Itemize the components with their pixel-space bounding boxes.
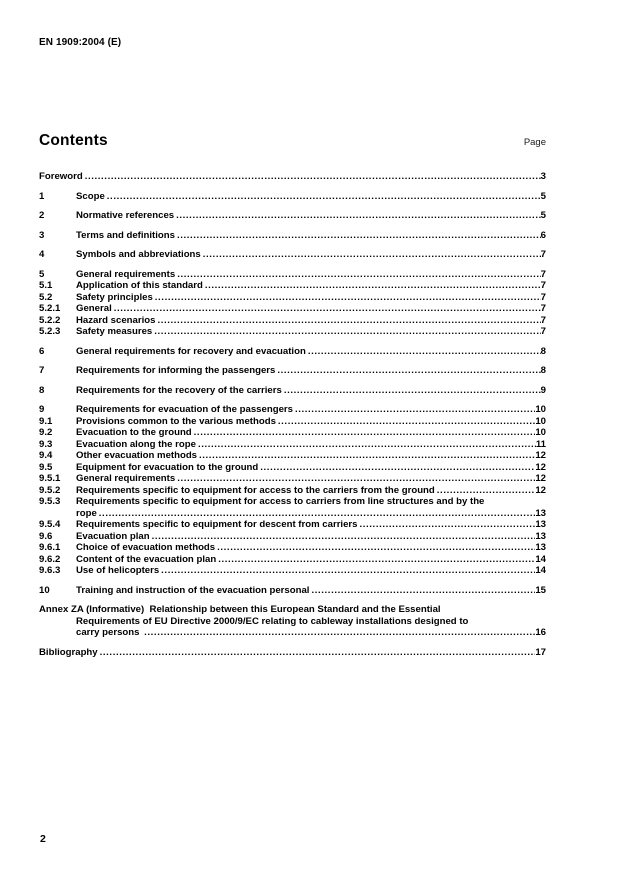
toc-entry — [39, 496, 546, 519]
toc-entry-line — [39, 565, 546, 577]
toc-entry-page-number: 12 — [535, 450, 546, 461]
toc-entry — [39, 604, 546, 639]
toc-entry-page-number: 16 — [535, 627, 546, 638]
toc-entry-number: 9.2 — [39, 427, 53, 438]
toc-entry — [39, 326, 546, 338]
toc-entry-title: Bibliography — [39, 646, 98, 658]
toc-entry-line — [39, 292, 546, 304]
dot-leader — [311, 585, 535, 597]
dot-leader — [177, 473, 535, 485]
toc-entry-number: 9.6.1 — [39, 542, 61, 553]
dot-leader — [161, 565, 535, 577]
toc-entry-number: 5 — [39, 268, 45, 280]
toc-entry-title: Other evacuation methods — [76, 450, 198, 461]
dot-leader — [217, 542, 535, 554]
toc-entry-title: General — [76, 303, 112, 314]
toc-entry — [39, 280, 546, 292]
toc-entry-page-number: 3 — [540, 171, 546, 182]
toc-entry-page-number: 12 — [535, 473, 546, 484]
toc-entry-line — [39, 531, 546, 543]
toc-entry-page-number: 14 — [535, 565, 546, 576]
toc-entry-title: Provisions common to the various methods — [76, 415, 276, 427]
toc-entry — [39, 542, 546, 554]
dot-leader — [177, 230, 541, 242]
toc-entry-number: 9.5.1 — [39, 473, 61, 484]
toc-entry-page-number: 5 — [540, 210, 546, 221]
contents-title: Contents — [39, 132, 108, 149]
toc-entry-line — [39, 404, 546, 416]
toc-entry-number: 9.4 — [39, 450, 53, 461]
toc-entry-title: carry persons — [76, 627, 143, 638]
toc-entry-title: Use of helicopters — [76, 565, 160, 576]
dot-leader — [154, 326, 540, 338]
toc-entry-page-number: 12 — [535, 484, 546, 496]
toc-entry-line — [39, 346, 546, 358]
toc-entry-line — [39, 365, 546, 377]
toc-entry-title: Equipment for evacuation to the ground — [76, 461, 259, 473]
toc-entry-page-number: 7 — [540, 291, 546, 303]
page-column-label: Page — [523, 137, 546, 148]
toc-entry-title: Requirements specific to equipment for descent from carriers — [76, 519, 358, 530]
page-number: 2 — [40, 833, 46, 845]
toc-entry-title: Annex ZA (Informative) Relationship between this European Standard and the Essential — [39, 604, 441, 615]
toc-entry-title: Safety principles — [76, 291, 153, 303]
toc-entry-line — [39, 315, 546, 327]
toc-entry — [39, 230, 546, 242]
toc-entry — [39, 554, 546, 566]
toc-entry-page-number: 6 — [540, 229, 546, 241]
toc-entry-line — [39, 171, 546, 183]
toc-entry-page-number: 7 — [540, 326, 546, 337]
toc-entry-title: Terms and definitions — [76, 229, 175, 241]
toc-entry-page-number: 13 — [535, 542, 546, 553]
toc-entry-page-number: 5 — [540, 190, 546, 202]
toc-entry-page-number: 15 — [535, 584, 546, 596]
toc-entry — [39, 346, 546, 358]
toc-entry — [39, 171, 546, 183]
toc-entry-page-number: 8 — [540, 345, 546, 357]
toc-entry-page-number: 9 — [540, 384, 546, 396]
toc-entry-title: General requirements — [76, 473, 176, 484]
toc-entry-line — [39, 485, 546, 497]
toc-entry-number: 9.5 — [39, 461, 53, 473]
toc-entry-title: Evacuation along the rope — [76, 438, 196, 450]
toc-entry — [39, 191, 546, 203]
toc-entry — [39, 269, 546, 281]
toc-entry-line — [39, 508, 546, 520]
toc-entry-number: 9.1 — [39, 415, 53, 427]
toc-entry-number: 5.2 — [39, 291, 53, 303]
toc-entry-page-number: 8 — [540, 365, 546, 376]
toc-entry-line — [39, 519, 546, 531]
toc-entry-line — [39, 416, 546, 428]
toc-entry-line — [39, 473, 546, 485]
toc-entry-line — [39, 427, 546, 439]
toc-entry — [39, 647, 546, 659]
toc-entry-title: Requirements for evacuation of the passengers — [76, 404, 293, 415]
toc-entry-line — [39, 280, 546, 292]
toc-entry-number: 9.3 — [39, 438, 53, 450]
toc-entry-line — [39, 303, 546, 315]
dot-leader — [99, 508, 536, 520]
toc-entry-number: 9 — [39, 404, 45, 415]
toc-entry-number: 7 — [39, 365, 45, 376]
dot-leader — [277, 365, 540, 377]
toc-entry-title: Evacuation to the ground — [76, 427, 192, 438]
toc-entry-number: 9.5.4 — [39, 519, 61, 530]
toc-entry-title: Requirements of EU Directive 2000/9/EC relating to cableway installations designed to — [76, 615, 469, 627]
toc-entry-title: Choice of evacuation methods — [76, 542, 216, 553]
toc-entry-line — [39, 450, 546, 462]
dot-leader — [437, 485, 536, 497]
toc-entry — [39, 473, 546, 485]
toc-entry-title: Training and instruction of the evacuation personal — [76, 584, 310, 596]
dot-leader — [155, 292, 541, 304]
dot-leader — [157, 315, 540, 327]
toc-entry-title: rope — [76, 507, 97, 519]
toc-entry-page-number: 10 — [535, 427, 546, 438]
toc-entry-page-number: 13 — [535, 519, 546, 530]
dot-leader — [205, 280, 541, 292]
toc-entry-page-number: 7 — [540, 280, 546, 291]
toc-entry-number: 6 — [39, 345, 45, 357]
toc-entry-line — [39, 210, 546, 222]
dot-leader — [144, 627, 535, 639]
toc-entry-page-number: 7 — [540, 314, 546, 326]
toc-entry-number: 9.6 — [39, 530, 53, 542]
toc-entry-number: 8 — [39, 384, 45, 396]
dot-leader — [152, 531, 536, 543]
toc-entry-title: Scope — [76, 190, 105, 202]
toc-entry-line — [39, 496, 546, 508]
dot-leader — [107, 191, 541, 203]
dot-leader — [218, 554, 535, 566]
toc-entry-number: 3 — [39, 229, 45, 241]
dot-leader — [100, 647, 536, 659]
dot-leader — [194, 427, 536, 439]
dot-leader — [199, 450, 535, 462]
toc-entry-line — [39, 627, 546, 639]
toc-entry — [39, 292, 546, 304]
toc-entry-title: Normative references — [76, 210, 175, 221]
toc-entry-title: Requirements for informing the passengers — [76, 365, 276, 376]
toc-entry-line — [39, 230, 546, 242]
toc-entry — [39, 365, 546, 377]
toc-entry — [39, 531, 546, 543]
toc-entry — [39, 585, 546, 597]
toc-entry-number: 9.6.2 — [39, 553, 61, 565]
dot-leader — [284, 385, 541, 397]
toc-entry-line — [39, 647, 546, 659]
dot-leader — [260, 462, 535, 474]
toc-entry-line — [39, 542, 546, 554]
toc-entry-page-number: 10 — [535, 415, 546, 427]
toc-entry — [39, 462, 546, 474]
toc-entry — [39, 450, 546, 462]
toc-entry-line — [39, 616, 546, 628]
toc-entry — [39, 249, 546, 261]
toc-entry-line — [39, 439, 546, 451]
toc-entry — [39, 404, 546, 416]
toc-entry — [39, 427, 546, 439]
toc-entry-line — [39, 604, 546, 616]
toc-entry-page-number: 13 — [535, 530, 546, 542]
table-of-contents — [39, 171, 546, 658]
toc-entry-title: Safety measures — [76, 326, 153, 337]
toc-entry-number: 9.6.3 — [39, 565, 61, 576]
toc-entry-title: Requirements for the recovery of the carriers — [76, 384, 282, 396]
toc-entry-line — [39, 249, 546, 261]
toc-entry — [39, 210, 546, 222]
toc-entry-page-number: 10 — [535, 404, 546, 415]
toc-entry-title: General requirements for recovery and evacuation — [76, 345, 306, 357]
toc-entry-line — [39, 462, 546, 474]
toc-entry-number: 5.2.2 — [39, 314, 61, 326]
toc-entry-number: 4 — [39, 249, 45, 260]
toc-entry-title: General requirements — [76, 268, 176, 280]
dot-leader — [203, 249, 541, 261]
toc-entry-line — [39, 191, 546, 203]
toc-entry-title: Application of this standard — [76, 280, 203, 291]
toc-entry-number: 5.1 — [39, 280, 53, 291]
toc-entry-line — [39, 269, 546, 281]
dot-leader — [114, 303, 541, 315]
toc-entry — [39, 385, 546, 397]
toc-entry — [39, 485, 546, 497]
dot-leader — [198, 439, 536, 451]
toc-entry-line — [39, 585, 546, 597]
toc-entry-title: Hazard scenarios — [76, 314, 156, 326]
toc-entry-title: Requirements specific to equipment for access to carriers from line structures and by the — [76, 496, 485, 507]
toc-entry-number: 5.2.1 — [39, 303, 61, 314]
toc-entry — [39, 315, 546, 327]
toc-entry-line — [39, 554, 546, 566]
toc-entry-number: 9.5.3 — [39, 496, 61, 507]
toc-entry-number: 9.5.2 — [39, 484, 61, 496]
toc-entry-page-number: 11 — [535, 438, 546, 450]
toc-entry-page-number: 13 — [535, 507, 546, 519]
toc-entry-page-number: 7 — [540, 249, 546, 260]
document-reference: EN 1909:2004 (E) — [39, 37, 122, 48]
toc-entry-number: 2 — [39, 210, 45, 221]
toc-entry-title: Symbols and abbreviations — [76, 249, 201, 260]
toc-entry-number: 10 — [39, 584, 50, 596]
toc-entry-line — [39, 326, 546, 338]
toc-entry — [39, 303, 546, 315]
dot-leader — [177, 269, 540, 281]
dot-leader — [85, 171, 541, 183]
toc-entry-page-number: 17 — [535, 646, 546, 658]
toc-entry-line — [39, 385, 546, 397]
dot-leader — [360, 519, 536, 531]
toc-entry-title: Foreword — [39, 171, 83, 182]
toc-entry-title: Content of the evacuation plan — [76, 553, 217, 565]
toc-entry-number: 1 — [39, 190, 45, 202]
toc-entry — [39, 565, 546, 577]
toc-entry — [39, 439, 546, 451]
toc-entry-page-number: 12 — [535, 461, 546, 473]
toc-entry — [39, 416, 546, 428]
toc-entry-page-number: 7 — [540, 303, 546, 314]
toc-entry-title: Evacuation plan — [76, 530, 150, 542]
contents-heading-row — [39, 132, 546, 150]
toc-entry-number: 5.2.3 — [39, 326, 61, 337]
toc-entry-page-number: 7 — [540, 268, 546, 280]
dot-leader — [278, 416, 535, 428]
dot-leader — [308, 346, 541, 358]
toc-entry-title: Requirements specific to equipment for access to the carriers from the ground — [76, 484, 435, 496]
toc-entry-page-number: 14 — [535, 553, 546, 565]
toc-entry — [39, 519, 546, 531]
dot-leader — [295, 404, 535, 416]
dot-leader — [176, 210, 541, 222]
